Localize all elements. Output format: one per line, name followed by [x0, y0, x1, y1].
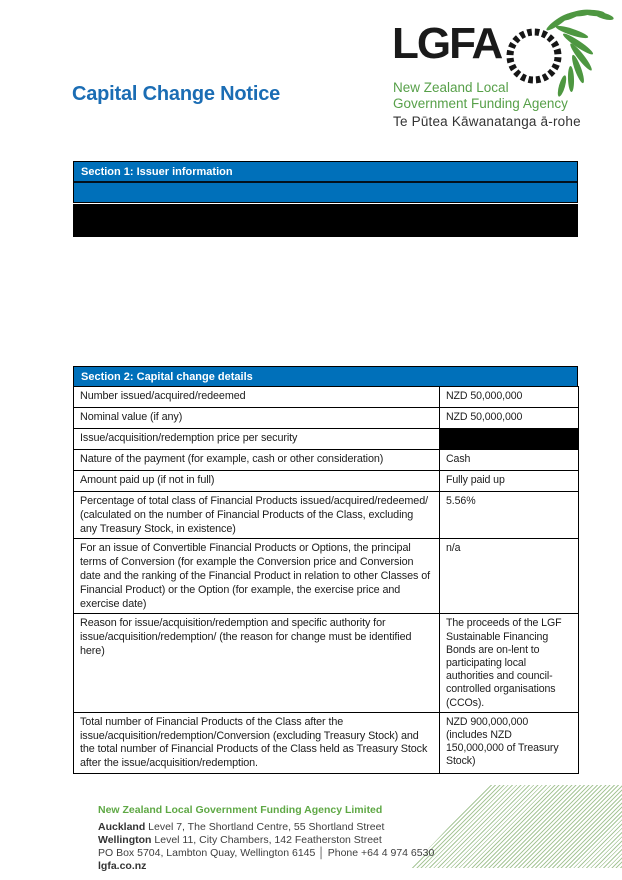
section2 — [73, 366, 578, 774]
footer-website — [98, 860, 434, 873]
table-row — [74, 614, 579, 712]
row-label: Percentage of total class of Financial Products issued/acquired/redeemed/ (calculated on the number of Financial Products of the Class, excluding any Treasury Stock, in existence) — [74, 492, 440, 539]
table-row — [74, 492, 579, 539]
row-value: The proceeds of the LGF Sustainable Financing Bonds are on-lent to participating local authorities and council-controlled organisations (CCOs). — [440, 614, 579, 712]
row-label: Number issued/acquired/redeemed — [74, 387, 440, 408]
footer-city-label: Auckland — [98, 821, 146, 833]
row-label: For an issue of Convertible Financial Products or Options, the principal terms of Conversion (for example the Conversion price and Conversion date and the ranking of the Financial Product in relation to other Classes of Financial Product) or the Option (for example, the exercise price and exercise date) — [74, 539, 440, 614]
footer-address-line — [98, 821, 434, 834]
row-value: NZD 900,000,000 (includes NZD 150,000,000 of Treasury Stock) — [440, 712, 579, 773]
row-value: Fully paid up — [440, 471, 579, 492]
footer-address-text: PO Box 5704, Lambton Quay, Wellington 6145 │ Phone +64 4 974 6530 — [98, 847, 435, 859]
footer — [98, 804, 434, 873]
page-title: Capital Change Notice — [72, 83, 281, 105]
redacted-cell — [440, 429, 579, 450]
lgfa-wordmark: LGFA — [392, 19, 502, 68]
footer-city-label: Wellington — [98, 834, 152, 846]
row-label: Amount paid up (if not in full) — [74, 471, 440, 492]
section2-header-bar: Section 2: Capital change details — [73, 366, 578, 386]
row-label: Nature of the payment (for example, cash or other consideration) — [74, 450, 440, 471]
row-label: Reason for issue/acquisition/redemption and specific authority for issue/acquisition/redemption/ (the reason for change must be identified here) — [74, 614, 440, 712]
logo-subtitle-line1: New Zealand Local — [393, 80, 509, 95]
table-row — [74, 408, 579, 429]
section1-redaction-box — [73, 204, 578, 237]
row-value: n/a — [440, 539, 579, 614]
logo-subtitle-line2: Government Funding Agency — [393, 95, 568, 111]
table-row — [74, 712, 579, 773]
footer-website-text: lgfa.co.nz — [98, 860, 147, 872]
footer-address-text: Level 11, City Chambers, 142 Featherston Street — [151, 834, 382, 846]
table-row — [74, 471, 579, 492]
footer-address-text: Level 7, The Shortland Centre, 55 Shortland Street — [145, 821, 385, 833]
footer-address-line — [98, 834, 434, 847]
row-value: NZD 50,000,000 — [440, 387, 579, 408]
section1-subrow — [74, 181, 577, 202]
row-label: Nominal value (if any) — [74, 408, 440, 429]
row-label: Issue/acquisition/redemption price per security — [74, 429, 440, 450]
table-row — [74, 387, 579, 408]
section1-header-bar: Section 1: Issuer information — [74, 162, 577, 181]
diagonal-stripes-decoration — [410, 785, 622, 868]
footer-address-line — [98, 847, 434, 860]
table-row — [74, 429, 579, 450]
row-label: Total number of Financial Products of the Class after the issue/acquisition/redemption/Conversion (excluding Treasury Stock) and the total number of Financial Products of the Class held as Treasury Stock after the issue/acquisition/redemption. — [74, 712, 440, 773]
logo-subtitle — [393, 80, 568, 111]
capital-change-table — [73, 386, 579, 774]
section1 — [73, 161, 578, 203]
logo-tereo-line: Te Pūtea Kāwanatanga ā-rohe — [393, 114, 581, 129]
footer-company: New Zealand Local Government Funding Agency Limited — [98, 804, 383, 816]
row-value: NZD 50,000,000 — [440, 408, 579, 429]
row-value: Cash — [440, 450, 579, 471]
table-row — [74, 450, 579, 471]
row-value: 5.56% — [440, 492, 579, 539]
table-row — [74, 539, 579, 614]
lgfa-logo — [358, 0, 622, 160]
